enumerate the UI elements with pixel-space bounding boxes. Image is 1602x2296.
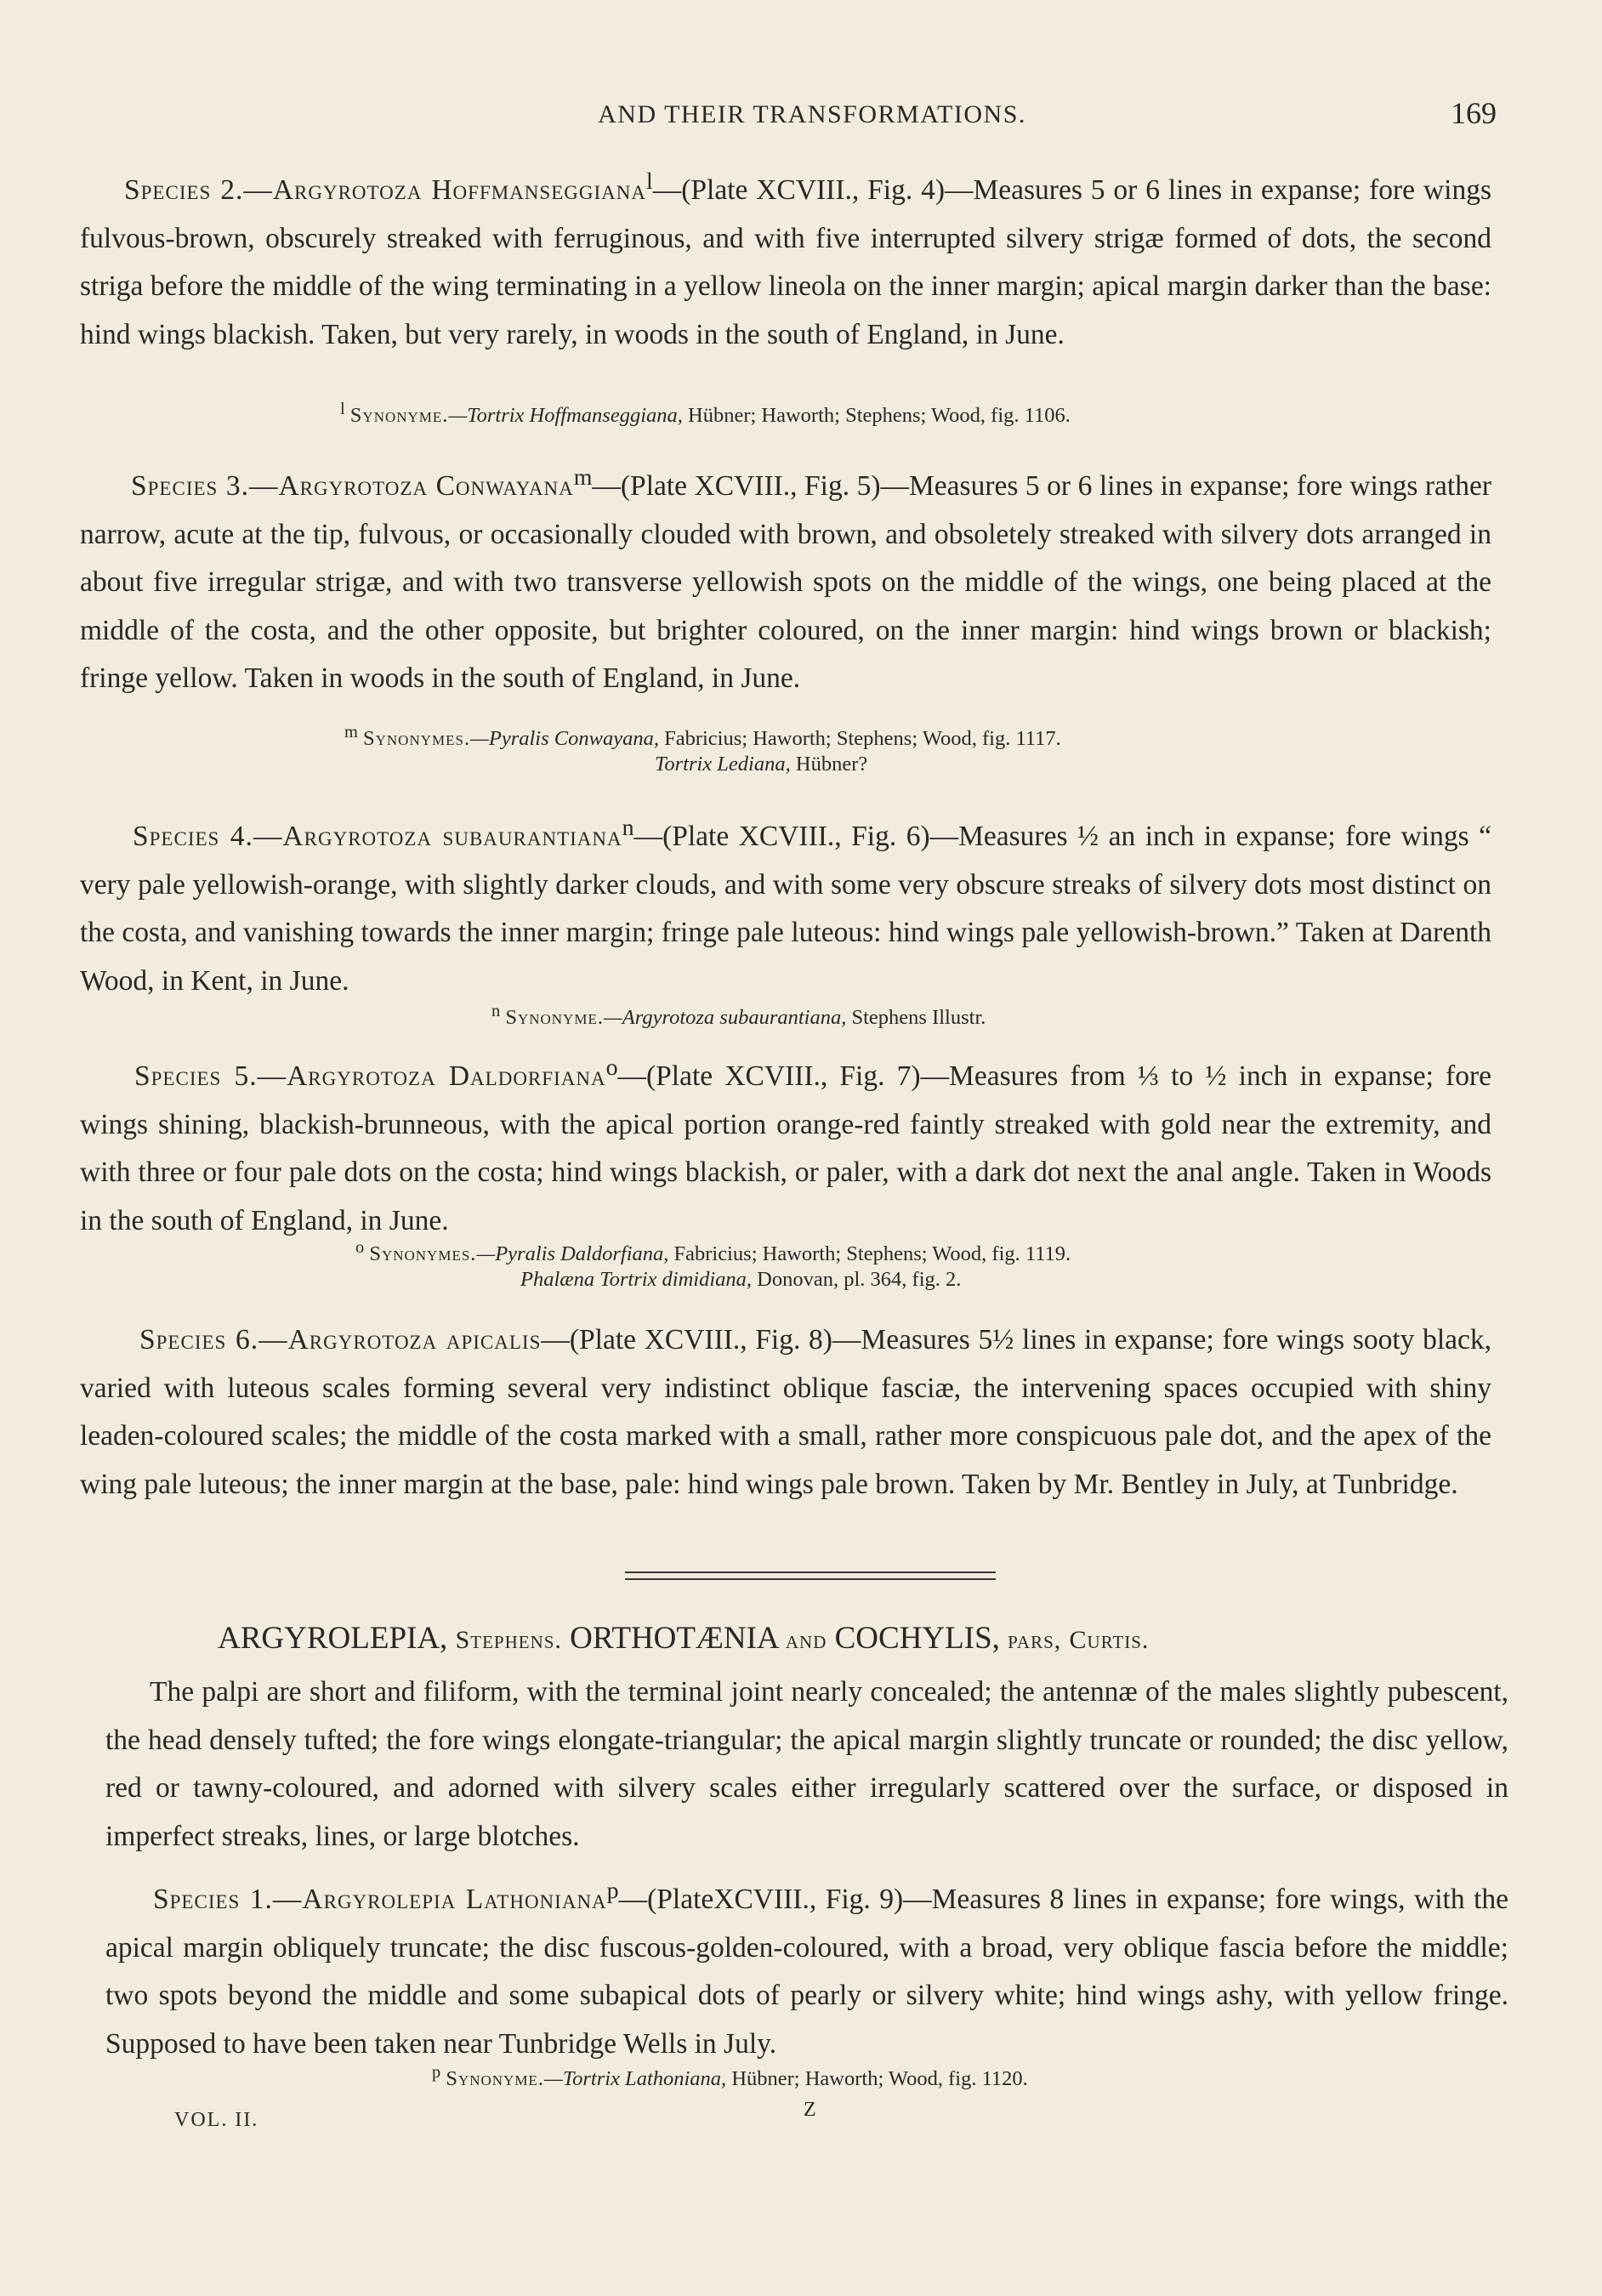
- footnote-name: —Tortrix Lathoniana,: [543, 2067, 727, 2091]
- footnote-mark: p: [606, 1878, 619, 1904]
- species-entry: [80, 1316, 1491, 1509]
- species-text: —(Plate XCVIII., Fig. 8)—Measures 5½ lines in expanse; fore wings sooty black, varied with luteous scales forming several very indistinct oblique fasciæ, the intervening spaces occupied with shiny leaden-coloured scales; the middle of the costa marked with a small, rather more conspicuous pale dot, and the apex of the wing pale luteous; the inner margin at the base, pale: hind wings pale brown. Taken by Mr. Bentley in July, at Tunbridge.: [80, 1324, 1491, 1500]
- species-paragraph: [80, 158, 1491, 359]
- footnote-label: Synonymes.: [363, 727, 471, 751]
- footnote-mark: n: [622, 815, 634, 841]
- species-text: —(Plate XCVIII., Fig. 4)—Measures 5 or 6 lines in expanse; fore wings fulvous-brown, obscurely streaked with ferruginous, and with five interrupted silvery strigæ formed of dots, the second striga before the middle of the wing terminating in a yellow lineola on the inner margin; apical margin darker than the base: hind wings blackish. Taken, but very rarely, in woods in the south of England, in June.: [80, 174, 1491, 350]
- footnote-mark: m: [573, 464, 593, 491]
- footnote-text: Hübner?: [790, 753, 868, 776]
- footnote-text: Hübner; Haworth; Stephens; Wood, fig. 1106.: [682, 404, 1071, 428]
- species-text: —(PlateXCVIII., Fig. 9)—Measures 8 lines in expanse; fore wings, with the apical margin obliquely truncate; the disc fuscous-golden-coloured, with a broad, very oblique fascia before the middle; two spots beyond the middle and some subapical dots of pearly or silvery white; hind wings ashy, with yellow fringe. Supposed to have been taken near Tunbridge Wells in July.: [105, 1884, 1508, 2060]
- footnote-text: Hübner; Haworth; Wood, fig. 1120.: [726, 2067, 1028, 2091]
- footnote-continuation: [655, 748, 867, 781]
- species-entry: [105, 1867, 1508, 2068]
- footnote-text: Fabricius; Haworth; Stephens; Wood, fig. 1117.: [658, 727, 1061, 751]
- heading-pars: pars,: [1008, 1626, 1062, 1654]
- running-head: AND THEIR TRANSFORMATIONS.: [598, 100, 1026, 128]
- volume-label: VOL. II.: [174, 2109, 259, 2131]
- footnote-name: Phalæna Tortrix dimidiana,: [520, 1268, 753, 1291]
- footnote-name: —Pyralis Conwayana,: [470, 727, 659, 751]
- species-lead: Species 1.—Argyrolepia Lathoniana: [153, 1884, 607, 1916]
- species-entry: [80, 454, 1491, 703]
- species-entry: [80, 158, 1491, 359]
- species-lead: Species 6.—Argyrotoza apicalis: [139, 1324, 542, 1355]
- species-text: —(Plate XCVIII., Fig. 6)—Measures ½ an inch in expanse; fore wings “ very pale yellowish-orange, with slightly darker clouds, and with some very obscure streaks of silvery dots most distinct on the costa, and vanishing towards the inner margin; fringe pale luteous: hind wings pale yellowish-brown.” Taken at Darenth Wood, in Kent, in June.: [80, 821, 1491, 997]
- signature-mark: Z: [804, 2099, 816, 2121]
- species-lead: Species 5.—Argyrotoza Daldorfiana: [134, 1060, 606, 1093]
- species-paragraph: [80, 454, 1491, 703]
- footnote-mark: p: [432, 2063, 441, 2082]
- footnote-label: Synonyme.: [349, 404, 449, 428]
- genus-name: COCHYLIS,: [834, 1621, 1000, 1656]
- footnote: [491, 995, 986, 1034]
- footnote-continuation: [520, 1264, 961, 1296]
- genus-author: Curtis.: [1069, 1626, 1150, 1654]
- footnote-text: Stephens Illustr.: [846, 1006, 986, 1030]
- double-rule-divider: [625, 1571, 996, 1580]
- footnote-mark: o: [605, 1054, 618, 1081]
- species-lead: Species 4.—Argyrotoza subaurantiana: [133, 821, 622, 853]
- footnote-label: Synonyme.: [446, 2067, 544, 2091]
- footnote-text: Fabricius; Haworth; Stephens; Wood, fig. 1119.: [668, 1242, 1071, 1266]
- species-text: —(Plate XCVIII., Fig. 7)—Measures from ⅓ to ½ inch in expanse; fore wings shining, blackish-brunneous, with the apical portion orange-red faintly streaked with gold near the extremity, and with three or four pale dots on the costa; hind wings blackish, or paler, with a dark dot next the anal angle. Taken in Woods in the south of England, in June.: [80, 1060, 1491, 1236]
- footnote-label: Synonyme.: [505, 1006, 604, 1030]
- heading-conjunction: and: [785, 1626, 827, 1654]
- species-lead: Species 2.—Argyrotoza Hoffmanseggiana: [124, 174, 646, 207]
- species-paragraph: [80, 1316, 1491, 1509]
- footnote-mark: l: [645, 168, 653, 195]
- page-number: 169: [1451, 96, 1497, 130]
- footnote-label: Synonymes.: [369, 1242, 477, 1266]
- species-paragraph: [80, 1044, 1491, 1245]
- genus-intro: [105, 1668, 1508, 1861]
- footnote-mark: n: [491, 1002, 501, 1020]
- page-header: [128, 95, 1497, 138]
- genus-author: Stephens.: [455, 1626, 562, 1654]
- species-lead: Species 3.—Argyrotoza Conwayana: [131, 470, 574, 503]
- species-entry: [80, 1044, 1491, 1245]
- footnote-name: —Pyralis Daldorfiana,: [476, 1242, 669, 1266]
- footnote: [340, 393, 1071, 432]
- species-text: —(Plate XCVIII., Fig. 5)—Measures 5 or 6 lines in expanse; fore wings rather narrow, acute at the tip, fulvous, or occasionally clouded with brown, and obsoletely streaked with silvery dots arranged in about five irregular strigæ, and with two transverse yellowish spots on the middle of the wings, one being placed at the middle of the costa, and the other opposite, but brighter coloured, on the inner margin: hind wings brown or blackish; fringe yellow. Taken in woods in the south of England, in June.: [80, 470, 1492, 695]
- footnote-mark: m: [344, 723, 358, 742]
- footnote-name: —Tortrix Hoffmanseggiana,: [448, 404, 683, 428]
- genus-name: ARGYROLEPIA,: [218, 1621, 448, 1656]
- species-paragraph: [105, 1867, 1508, 2068]
- footnote-mark: o: [355, 1238, 365, 1257]
- genus-intro-paragraph: The palpi are short and filiform, with the terminal joint nearly concealed; the antennæ of the males slightly pubescent, the head densely tufted; the fore wings elongate-triangular; the apical margin slightly truncate or rounded; the disc yellow, red or tawny-coloured, and adorned with silvery scales either irregularly scattered over the surface, or disposed in imperfect streaks, lines, or large blotches.: [105, 1676, 1508, 1852]
- genus-heading: [218, 1620, 1408, 1657]
- genus-name: ORTHOTÆNIA: [570, 1621, 778, 1656]
- footnote-name: —Argyrotoza subaurantiana,: [603, 1006, 847, 1030]
- species-paragraph: [80, 804, 1491, 1005]
- footnote-text: Donovan, pl. 364, fig. 2.: [752, 1268, 962, 1291]
- species-entry: [80, 804, 1491, 1005]
- footnote: [432, 2056, 1028, 2095]
- footnote-mark: l: [340, 400, 345, 418]
- footnote-name: Tortrix Lediana,: [655, 753, 791, 776]
